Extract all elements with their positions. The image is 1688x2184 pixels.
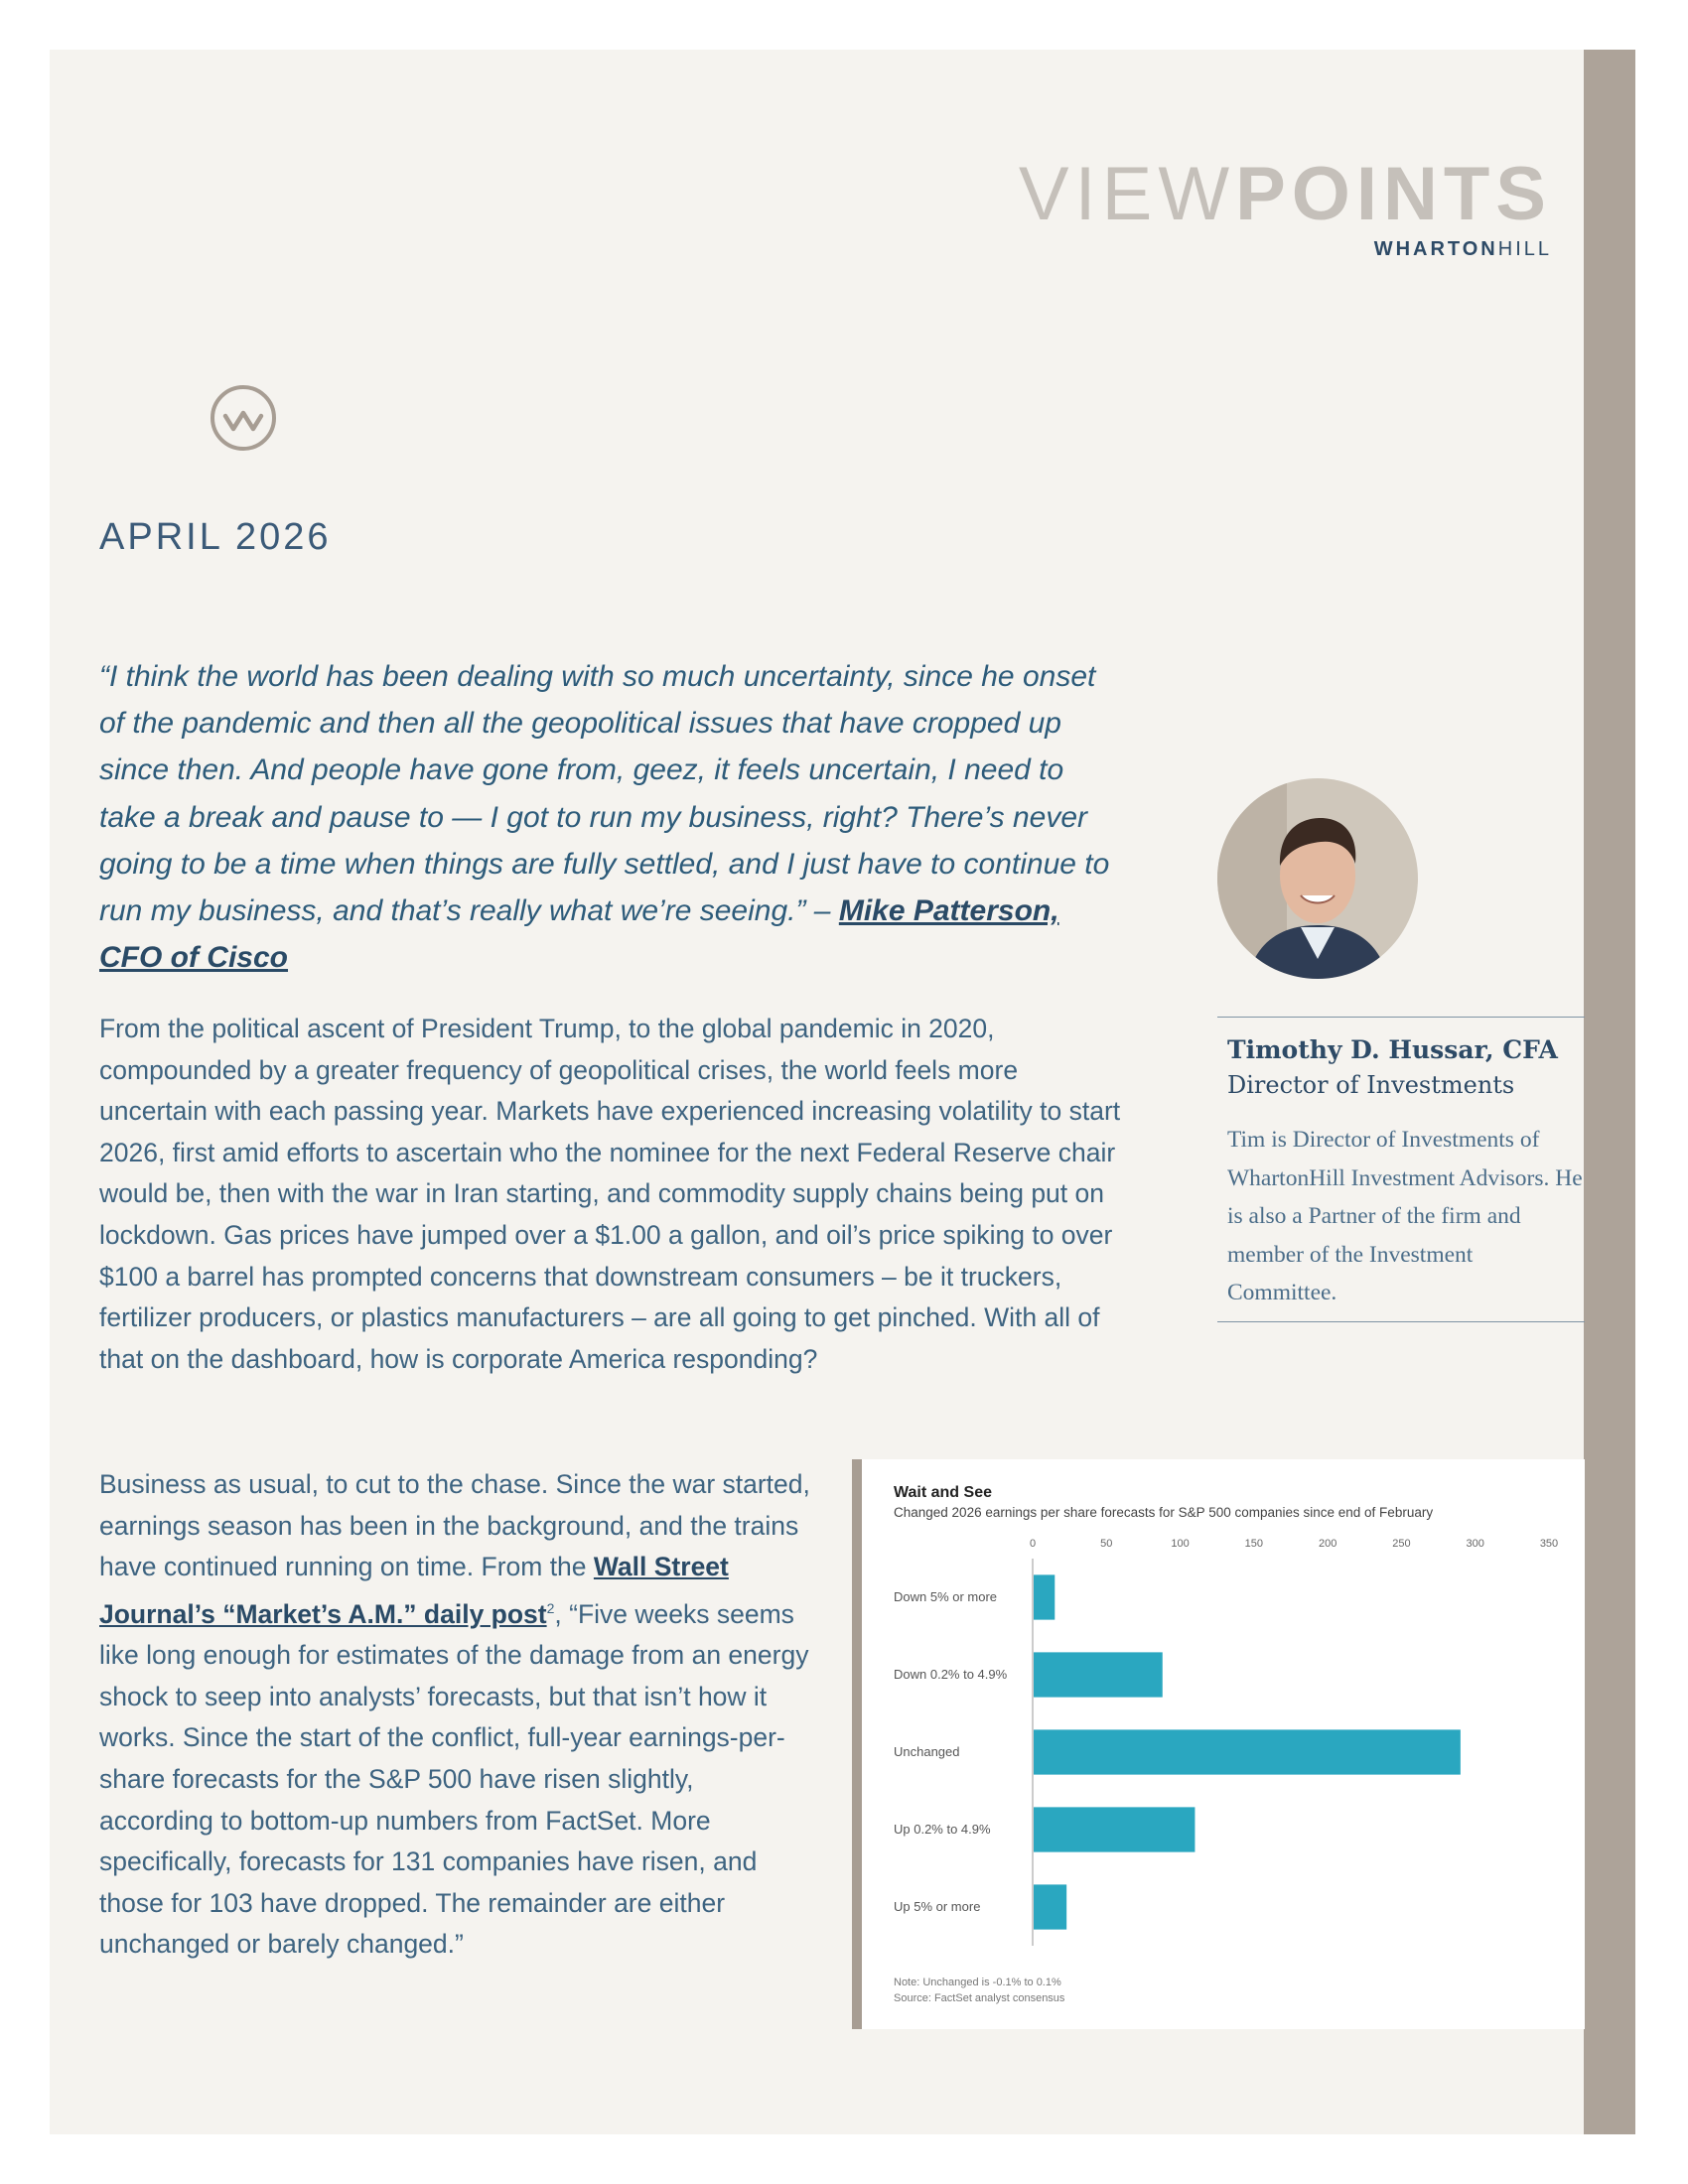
footnote-marker: 2 — [546, 1599, 555, 1616]
body-paragraph-2 — [99, 1464, 814, 1966]
wharton-logo-icon — [209, 383, 278, 453]
chart-note: Note: Unchanged is -0.1% to 0.1% — [894, 1977, 1061, 1988]
category-label: Down 0.2% to 4.9% — [894, 1667, 1008, 1682]
author-bio-box — [1217, 1017, 1585, 1322]
category-label: Up 5% or more — [894, 1899, 981, 1914]
wsj-link[interactable]: Wall Street Journal’s “Market’s A.M.” daily post — [99, 1552, 729, 1629]
x-tick-label: 300 — [1466, 1538, 1484, 1550]
masthead — [1018, 152, 1552, 261]
masthead-brand — [1019, 238, 1552, 261]
chart-title: Wait and See — [894, 1484, 992, 1501]
bar — [1034, 1652, 1163, 1697]
brand-bold: WHARTON — [1373, 238, 1498, 260]
x-tick-label: 100 — [1171, 1538, 1190, 1550]
x-tick-label: 0 — [1029, 1538, 1037, 1550]
chart-subtitle: Changed 2026 earnings per share forecasts for S&P 500 companies since end of February — [894, 1505, 1434, 1520]
issue-date: APRIL 2026 — [99, 516, 332, 558]
author-avatar — [1217, 778, 1418, 979]
masthead-title-bold: POINTS — [1235, 152, 1552, 236]
category-label: Down 5% or more — [894, 1589, 998, 1604]
paragraph-2-rest: , “Five weeks seems like long enough for estimates of the damage from an energy shock to seep into analysts’ forecasts, but that isn’t how it works. Since the start of the conflict, full-year earnings-per-share forecasts for the S&P 500 have risen slightly, according to bottom-up numbers from FactSet. More specifically, forecasts for 131 companies have risen, and those for 103 have dropped. The remainder are either unchanged or barely changed.” — [99, 1598, 809, 1960]
bar — [1034, 1884, 1066, 1929]
paragraph-2-intro: Business as usual, to cut to the chase. Since the war started, earnings season has been in the background, and the trains have continued running on time. From the — [99, 1469, 810, 1582]
bar — [1034, 1807, 1195, 1851]
masthead-title — [1018, 152, 1552, 236]
bar — [1034, 1729, 1461, 1774]
x-tick-label: 350 — [1539, 1538, 1559, 1550]
quote-text: “I think the world has been dealing with so much uncertainty, since he onset of the pandemic and then all the geopolitical issues that have cropped up since then. And people have gone from, geez, it feels uncertain, I need to take a break and pause to — I got to run my business, right? There’s never going to be a time when things are fully settled, and I just have to continue to run my business, and that’s really what we’re seeing.” – — [99, 660, 1110, 928]
author-role: Director of Investments — [1227, 1071, 1515, 1099]
category-label: Up 0.2% to 4.9% — [894, 1822, 991, 1837]
quote-attribution-link[interactable]: Mike Patterson, CFO of Cisco — [99, 894, 1059, 975]
right-edge-bar — [1584, 50, 1635, 2134]
x-tick-label: 200 — [1318, 1538, 1337, 1550]
chart-panel — [852, 1459, 1585, 2029]
category-label: Unchanged — [894, 1744, 960, 1759]
brand-light: HILL — [1497, 238, 1552, 260]
x-tick-label: 150 — [1244, 1538, 1264, 1550]
chart-source: Source: FactSet analyst consensus — [894, 1992, 1065, 2004]
pull-quote — [99, 653, 1112, 981]
eps-forecast-chart — [852, 1459, 1585, 2029]
x-tick-label: 250 — [1392, 1538, 1411, 1550]
x-tick-label: 50 — [1100, 1538, 1113, 1550]
author-bio: Tim is Director of Investments of WhartonHill Investment Advisors. He is also a Partner of the firm and member of the Investment Committee. — [1227, 1127, 1583, 1306]
masthead-title-thin: VIEW — [1018, 152, 1236, 236]
author-name: Timothy D. Hussar, CFA — [1227, 1035, 1558, 1064]
body-paragraph-1: From the political ascent of President Trump, to the global pandemic in 2020, compounded by a greater frequency of geopolitical crises, the world feels more uncertain with each passing year. Markets have experienced increasing volatility to start 2026, first amid efforts to ascertain who the nominee for the next Federal Reserve chair would be, then with the war in Iran starting, and commodity supply chains being put on lockdown. Gas prices have jumped over a $1.00 a gallon, and oil’s price spiking to over $100 a barrel has prompted concerns that downstream consumers – be it truckers, fertilizer producers, or plastics manufacturers – are all going to get pinched. With all of that on the dashboard, how is corporate America responding? — [99, 1014, 1121, 1374]
bar — [1034, 1574, 1055, 1619]
